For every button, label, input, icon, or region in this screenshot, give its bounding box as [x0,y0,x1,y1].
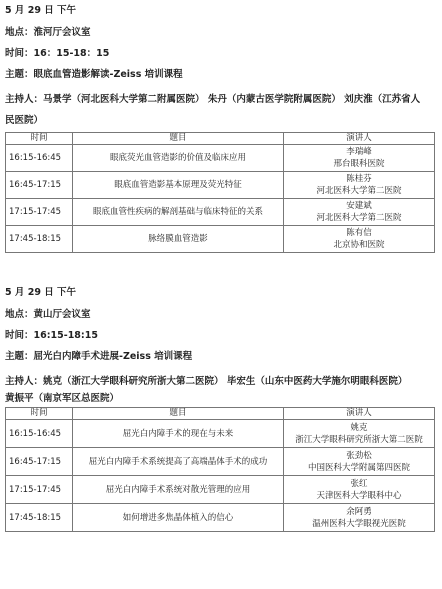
row-speaker-cell [284,226,435,253]
location-value: 淮河厅会议室 [33,27,91,38]
session-host [5,89,425,131]
speaker-org: 河北医科大学第二医院 [316,186,402,196]
row-speaker-cell [284,172,435,199]
theme-label: 主题： [5,351,34,362]
row-topic: 屈光白内障手术系统对散光管理的应用 [73,476,284,504]
row-topic: 眼底血管造影基本原理及荧光特征 [73,172,284,199]
speaker-org: 浙江大学眼科研究所浙大第二医院 [295,434,423,445]
row-topic: 眼底血管性疾病的解剖基础与临床特征的关系 [73,199,284,226]
row-topic: 屈光白内障手术的现在与未来 [73,420,284,448]
row-topic: 屈光白内障手术系统提高了高端晶体手术的成功 [73,448,284,476]
speaker-name: 陈有信 [346,228,372,238]
row-time: 17:45-18:15 [6,504,73,532]
session-1 [5,4,437,253]
row-speaker-cell [284,476,435,504]
location-label: 地点： [5,309,34,320]
session-date: 5 月 29 日 下午 [5,287,77,298]
row-time: 17:45-18:15 [6,226,73,253]
time-label: 时间： [5,330,34,341]
location-value: 黄山厅会议室 [33,309,91,320]
header-speaker: 演讲人 [284,408,435,420]
row-topic: 如何增进多焦晶体植入的信心 [73,504,284,532]
row-speaker-cell [284,145,435,172]
speaker-org: 北京协和医院 [333,240,385,250]
row-speaker-cell [284,420,435,448]
time-label: 时间： [5,48,34,59]
speaker-org: 邢台眼科医院 [333,159,385,169]
header-topic: 题目 [73,408,284,420]
table-row [6,476,435,504]
speaker-org: 天津医科大学眼科中心 [316,490,402,501]
host-label: 主持人： [5,376,44,387]
host-value: 马景学（河北医科大学第二附属医院） 朱丹（内蒙古医学院附属医院） 刘庆淮（江苏省人民医院） [5,94,421,126]
row-time: 16:45-17:15 [6,172,73,199]
table-row [6,226,435,253]
session-theme [5,68,437,89]
speaker-org: 温州医科大学眼视光医院 [312,518,406,529]
header-topic: 题目 [73,133,284,145]
speaker-name: 安建斌 [346,201,372,211]
row-time: 16:15-16:45 [6,420,73,448]
header-speaker: 演讲人 [284,133,435,145]
row-topic: 眼底荧光血管造影的价值及临床应用 [73,145,284,172]
host-label: 主持人： [5,94,44,105]
table-row [6,504,435,532]
session-location [5,26,437,47]
speaker-name: 陈桂芬 [346,174,372,184]
row-time: 16:15-16:45 [6,145,73,172]
session-theme [5,350,437,371]
speaker-org: 中国医科大学附属第四医院 [307,462,410,473]
location-label: 地点： [5,27,34,38]
table-row [6,420,435,448]
session-host [5,371,425,392]
header-time: 时间 [6,408,73,420]
table-row [6,172,435,199]
table-header-row [6,408,435,420]
table-header-row [6,133,435,145]
row-time: 17:15-17:45 [6,199,73,226]
row-time: 17:15-17:45 [6,476,73,504]
speaker-name: 姚克 [350,422,368,433]
session-time [5,47,437,68]
theme-value: 眼底血管造影解读-Zeiss 培训课程 [33,69,183,80]
speaker-name: 李瑞峰 [346,147,372,157]
session-date: 5 月 29 日 下午 [5,5,77,16]
time-value: 16：15-18：15 [33,48,110,59]
row-speaker-cell [284,504,435,532]
row-speaker-cell [284,448,435,476]
session-location [5,308,437,329]
table-row [6,448,435,476]
table-row [6,199,435,226]
session-host-extra: 黄振平（南京军区总医院） [5,393,120,404]
speaker-name: 余阿勇 [346,506,372,517]
host-value: 姚克（浙江大学眼科研究所浙大第二医院） 毕宏生（山东中医药大学施尔明眼科医院） [43,376,408,387]
session-2 [5,286,437,532]
row-topic: 脉络膜血管造影 [73,226,284,253]
schedule-table [5,407,435,532]
speaker-org: 河北医科大学第二医院 [316,213,402,223]
schedule-table [5,132,435,253]
theme-value: 屈光白内障手术进展-Zeiss 培训课程 [33,351,193,362]
table-row [6,145,435,172]
time-value: 16:15-18:15 [33,330,98,341]
row-speaker-cell [284,199,435,226]
row-time: 16:45-17:15 [6,448,73,476]
theme-label: 主题： [5,69,34,80]
header-time: 时间 [6,133,73,145]
speaker-name: 张红 [350,478,368,489]
session-time [5,329,437,350]
speaker-name: 张劲松 [346,450,372,461]
